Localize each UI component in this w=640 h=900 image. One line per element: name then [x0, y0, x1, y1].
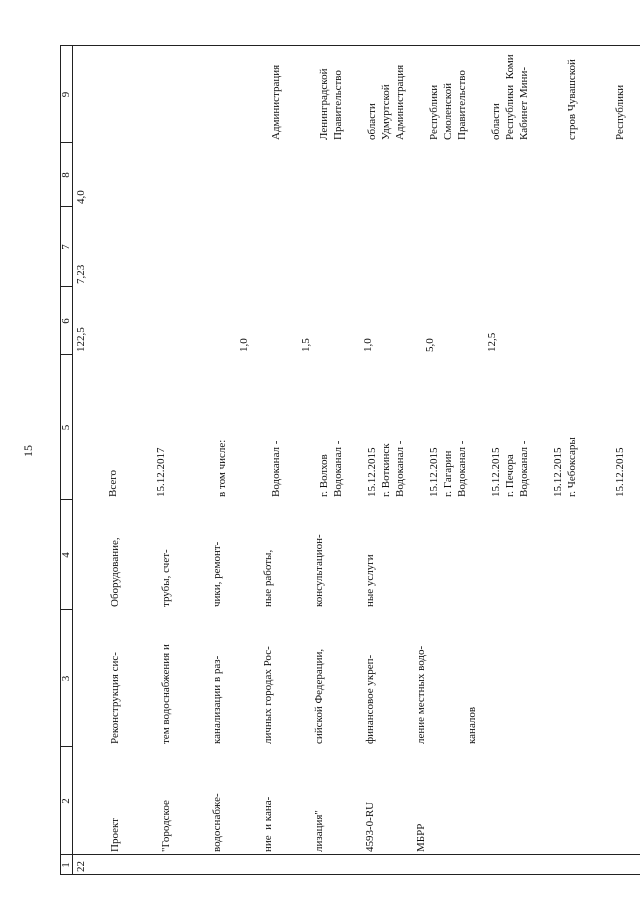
- goods-line: ные услуги: [364, 554, 376, 607]
- sub-line: Водоканал -: [394, 440, 406, 497]
- purpose-line: сийской Федерации,: [313, 648, 325, 744]
- sub-line: Водоканал -: [270, 440, 282, 497]
- sub-line: 15.12.2015: [614, 447, 626, 497]
- project-line: водоснабже-: [211, 793, 223, 852]
- sub-project-cell: [484, 437, 640, 497]
- sub-line: 15.12.2015: [490, 447, 502, 497]
- header-number-7: 7: [60, 244, 72, 250]
- goods-services-cell: [73, 534, 413, 607]
- project-line: "Городское: [160, 800, 172, 852]
- total-date: 15.12.2017: [155, 447, 167, 497]
- header-number-4: 4: [60, 552, 72, 558]
- sub-amount: 12,5: [486, 332, 498, 352]
- org-line: области: [490, 103, 502, 140]
- header-number-6: 6: [60, 318, 72, 324]
- including-label: в том числе:: [216, 439, 228, 497]
- purpose-line: финансовое укреп-: [364, 654, 376, 744]
- purpose-line: Реконструкция сис-: [109, 652, 121, 744]
- sub-line: 15.12.2015: [552, 447, 564, 497]
- header-number-1: 1: [60, 862, 72, 868]
- sub-line: г. Гагарин: [442, 450, 454, 497]
- sub-amount: 1,0: [238, 338, 250, 352]
- purpose-line: канализации в раз-: [211, 655, 223, 744]
- sub-line: 15.12.2015: [428, 447, 440, 497]
- sub-amount: 5,0: [424, 338, 436, 352]
- project-line: 4593-0-RU: [364, 801, 376, 852]
- org-line: Республики Коми: [504, 54, 516, 140]
- purpose-line: каналов: [466, 706, 478, 744]
- goods-line: ные работы,: [262, 549, 274, 607]
- sub-line: Водоканал -: [332, 440, 344, 497]
- org-line: Республики: [428, 84, 440, 140]
- sub-line: Водоканал -: [456, 440, 468, 497]
- column-7-value: 7,23: [75, 264, 87, 284]
- total-label-cell: [73, 448, 201, 498]
- sub-line: г. Печора: [504, 454, 516, 497]
- sub-line: Водоканал -: [518, 440, 530, 497]
- project-line: Проект: [109, 818, 121, 852]
- header-number-9: 9: [60, 91, 72, 98]
- total-label: Всего: [107, 470, 119, 497]
- org-line: Администрация: [394, 64, 406, 140]
- header-number-3: 3: [60, 675, 72, 682]
- org-line: Кабинет Мини-: [518, 67, 530, 140]
- column-rule-left: [60, 874, 640, 875]
- header-number-5: 5: [60, 424, 72, 431]
- org-line: Правительство: [456, 70, 468, 140]
- purpose-line: ление местных водо-: [415, 645, 427, 744]
- row-number: 22: [75, 861, 87, 872]
- project-name-cell: [73, 793, 464, 852]
- org-line: Ленинградской: [318, 68, 330, 140]
- header-number-8: 8: [60, 172, 72, 178]
- goods-line: чики, ремонт-: [211, 541, 223, 607]
- goods-line: трубы, счет-: [160, 549, 172, 607]
- project-line: лизация": [313, 810, 325, 852]
- org-line: Администрация: [270, 64, 282, 140]
- project-line: ние и кана-: [262, 796, 274, 852]
- project-purpose-cell: [73, 644, 515, 744]
- project-line: МБРР: [415, 823, 427, 852]
- org-line: Смоленской: [442, 83, 454, 140]
- column-rule-1: [60, 854, 640, 855]
- org-line: Республики: [614, 84, 626, 140]
- column-8-value: 4,0: [75, 190, 87, 204]
- purpose-line: личных городах Рос-: [262, 646, 274, 744]
- goods-line: консультацион-: [313, 534, 325, 607]
- org-line: Правительство: [332, 70, 344, 140]
- sub-line: г. Воткинск: [380, 443, 392, 497]
- sub-line: г. Волхов: [318, 454, 330, 497]
- sub-line: г. Чебоксары: [566, 437, 578, 497]
- project-table: [60, 45, 640, 875]
- org-line: стров Чувашской: [566, 59, 578, 140]
- org-line: области: [366, 103, 378, 140]
- header-number-2: 2: [60, 798, 72, 804]
- purpose-line: тем водоснабжения и: [160, 644, 172, 744]
- total-amount: 122,5: [75, 327, 87, 352]
- page-number: 15: [21, 445, 35, 457]
- org-line: Удмуртской: [380, 84, 392, 140]
- sub-amount: 1,0: [362, 338, 374, 352]
- sub-amount: 1,5: [300, 338, 312, 352]
- sub-line: 15.12.2015: [366, 447, 378, 497]
- sub-organization-cell: [484, 59, 640, 140]
- column-rule-right: [60, 45, 640, 46]
- goods-line: Оборудование,: [109, 537, 121, 607]
